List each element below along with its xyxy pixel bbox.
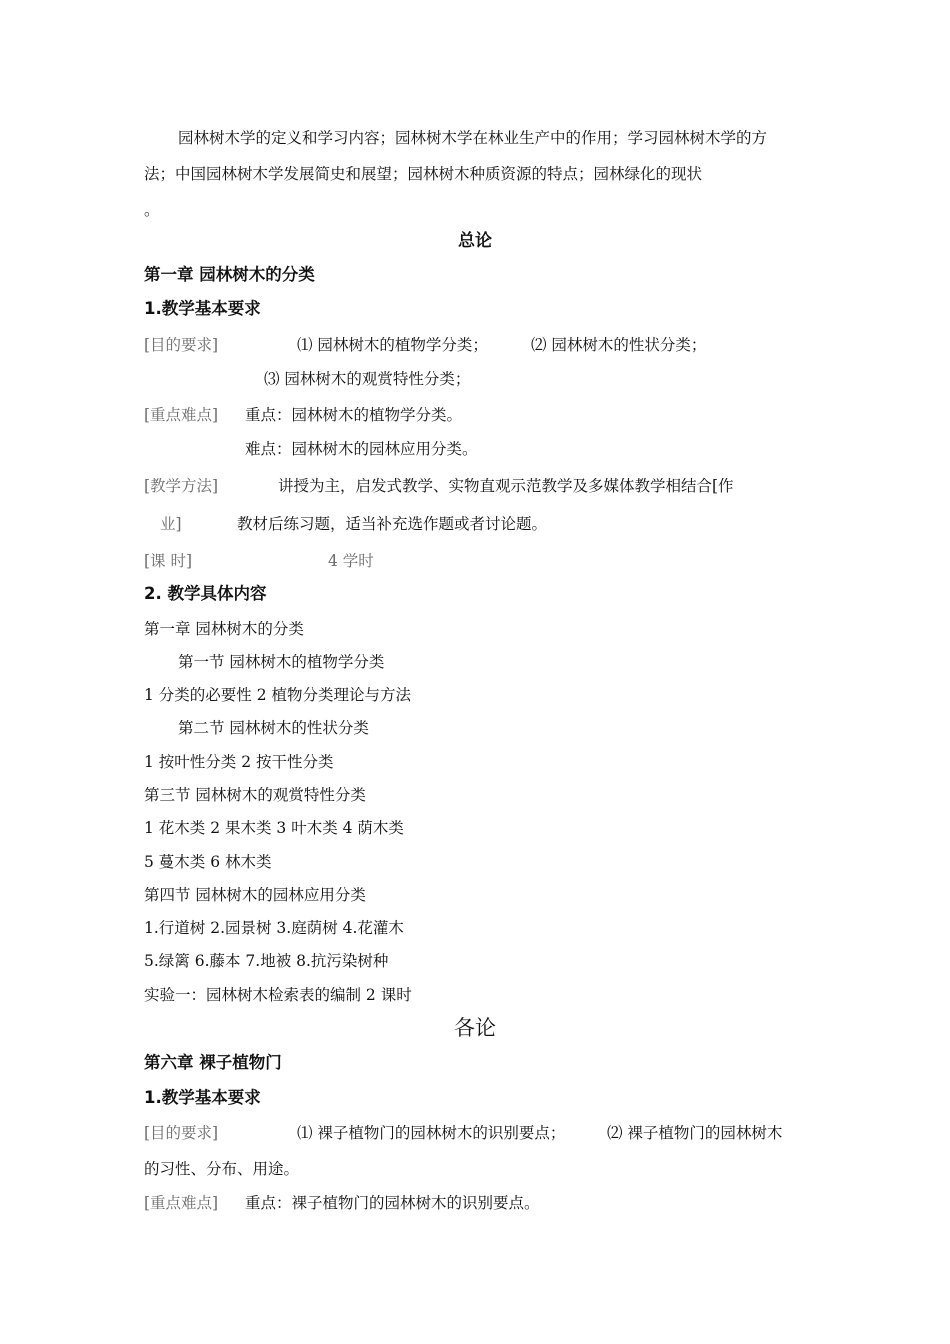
section-heading-gelun: 各论 [454, 1016, 496, 1040]
content-line: 5.绿篱 6.藤本 7.地被 8.抗污染树种 [144, 952, 389, 970]
intro-line-1: 园林树木学的定义和学习内容；园林树木学在林业生产中的作用；学习园林树木学的方 [178, 129, 768, 147]
difficult-point: 难点：园林树木的园林应用分类。 [245, 440, 478, 458]
method-label: [教学方法] [144, 477, 219, 495]
key-point: 重点：园林树木的植物学分类。 [245, 406, 463, 424]
intro-line-2: 法；中国园林树木学发展简史和展望；园林树木种质资源的特点；园林绿化的现状 [144, 165, 703, 183]
chapter-6-requirements-heading: 1.教学基本要求 [144, 1088, 261, 1107]
content-line: 1 分类的必要性 2 植物分类理论与方法 [144, 686, 412, 704]
hours-label: [课 时] [144, 552, 193, 570]
content-heading: 2. 教学具体内容 [144, 584, 267, 603]
goal-item-1: ⑴ 裸子植物门的园林树木的识别要点； [297, 1124, 566, 1142]
intro-line-3: 。 [144, 201, 160, 219]
chapter-1-title: 第一章 园林树木的分类 [144, 265, 315, 284]
content-line: 第二节 园林树木的性状分类 [178, 719, 369, 737]
hours-value: 4 学时 [328, 552, 374, 570]
content-line: 第三节 园林树木的观赏特性分类 [144, 786, 366, 804]
content-line: 5 蔓木类 6 林木类 [144, 853, 272, 871]
content-line: 第一节 园林树木的植物学分类 [178, 653, 385, 671]
goal-item-3: ⑶ 园林树木的观赏特性分类； [264, 370, 471, 388]
method-text: 讲授为主，启发式教学、实物直观示范教学及多媒体教学相结合[作 [278, 477, 734, 495]
chapter-6-title: 第六章 裸子植物门 [144, 1053, 282, 1072]
chapter-1-requirements-heading: 1.教学基本要求 [144, 299, 261, 318]
goal-label: [目的要求] [144, 336, 219, 354]
key-difficult-label: [重点难点] [144, 406, 219, 424]
homework-label: 业] [160, 515, 182, 533]
goal-item-1: ⑴ 园林树木的植物学分类； [297, 336, 488, 354]
goal-item-2: ⑵ 裸子植物门的园林树木 [607, 1124, 783, 1142]
key-point: 重点：裸子植物门的园林树木的识别要点。 [245, 1194, 540, 1212]
content-line: 第一章 园林树木的分类 [144, 620, 304, 638]
homework-text: 教材后练习题，适当补充选作题或者讨论题。 [237, 515, 548, 533]
content-line: 1 花木类 2 果木类 3 叶木类 4 荫木类 [144, 819, 404, 837]
content-line: 实验一：园林树木检索表的编制 2 课时 [144, 986, 412, 1004]
goal-item-2-continued: 的习性、分布、用途。 [144, 1160, 300, 1178]
content-line: 1.行道树 2.园景树 3.庭荫树 4.花灌木 [144, 919, 404, 937]
section-heading-zonglun: 总论 [458, 231, 492, 251]
goal-item-2: ⑵ 园林树木的性状分类； [531, 336, 707, 354]
content-line: 1 按叶性分类 2 按干性分类 [144, 753, 334, 771]
key-difficult-label: [重点难点] [144, 1194, 219, 1212]
content-line: 第四节 园林树木的园林应用分类 [144, 886, 366, 904]
goal-label: [目的要求] [144, 1124, 219, 1142]
